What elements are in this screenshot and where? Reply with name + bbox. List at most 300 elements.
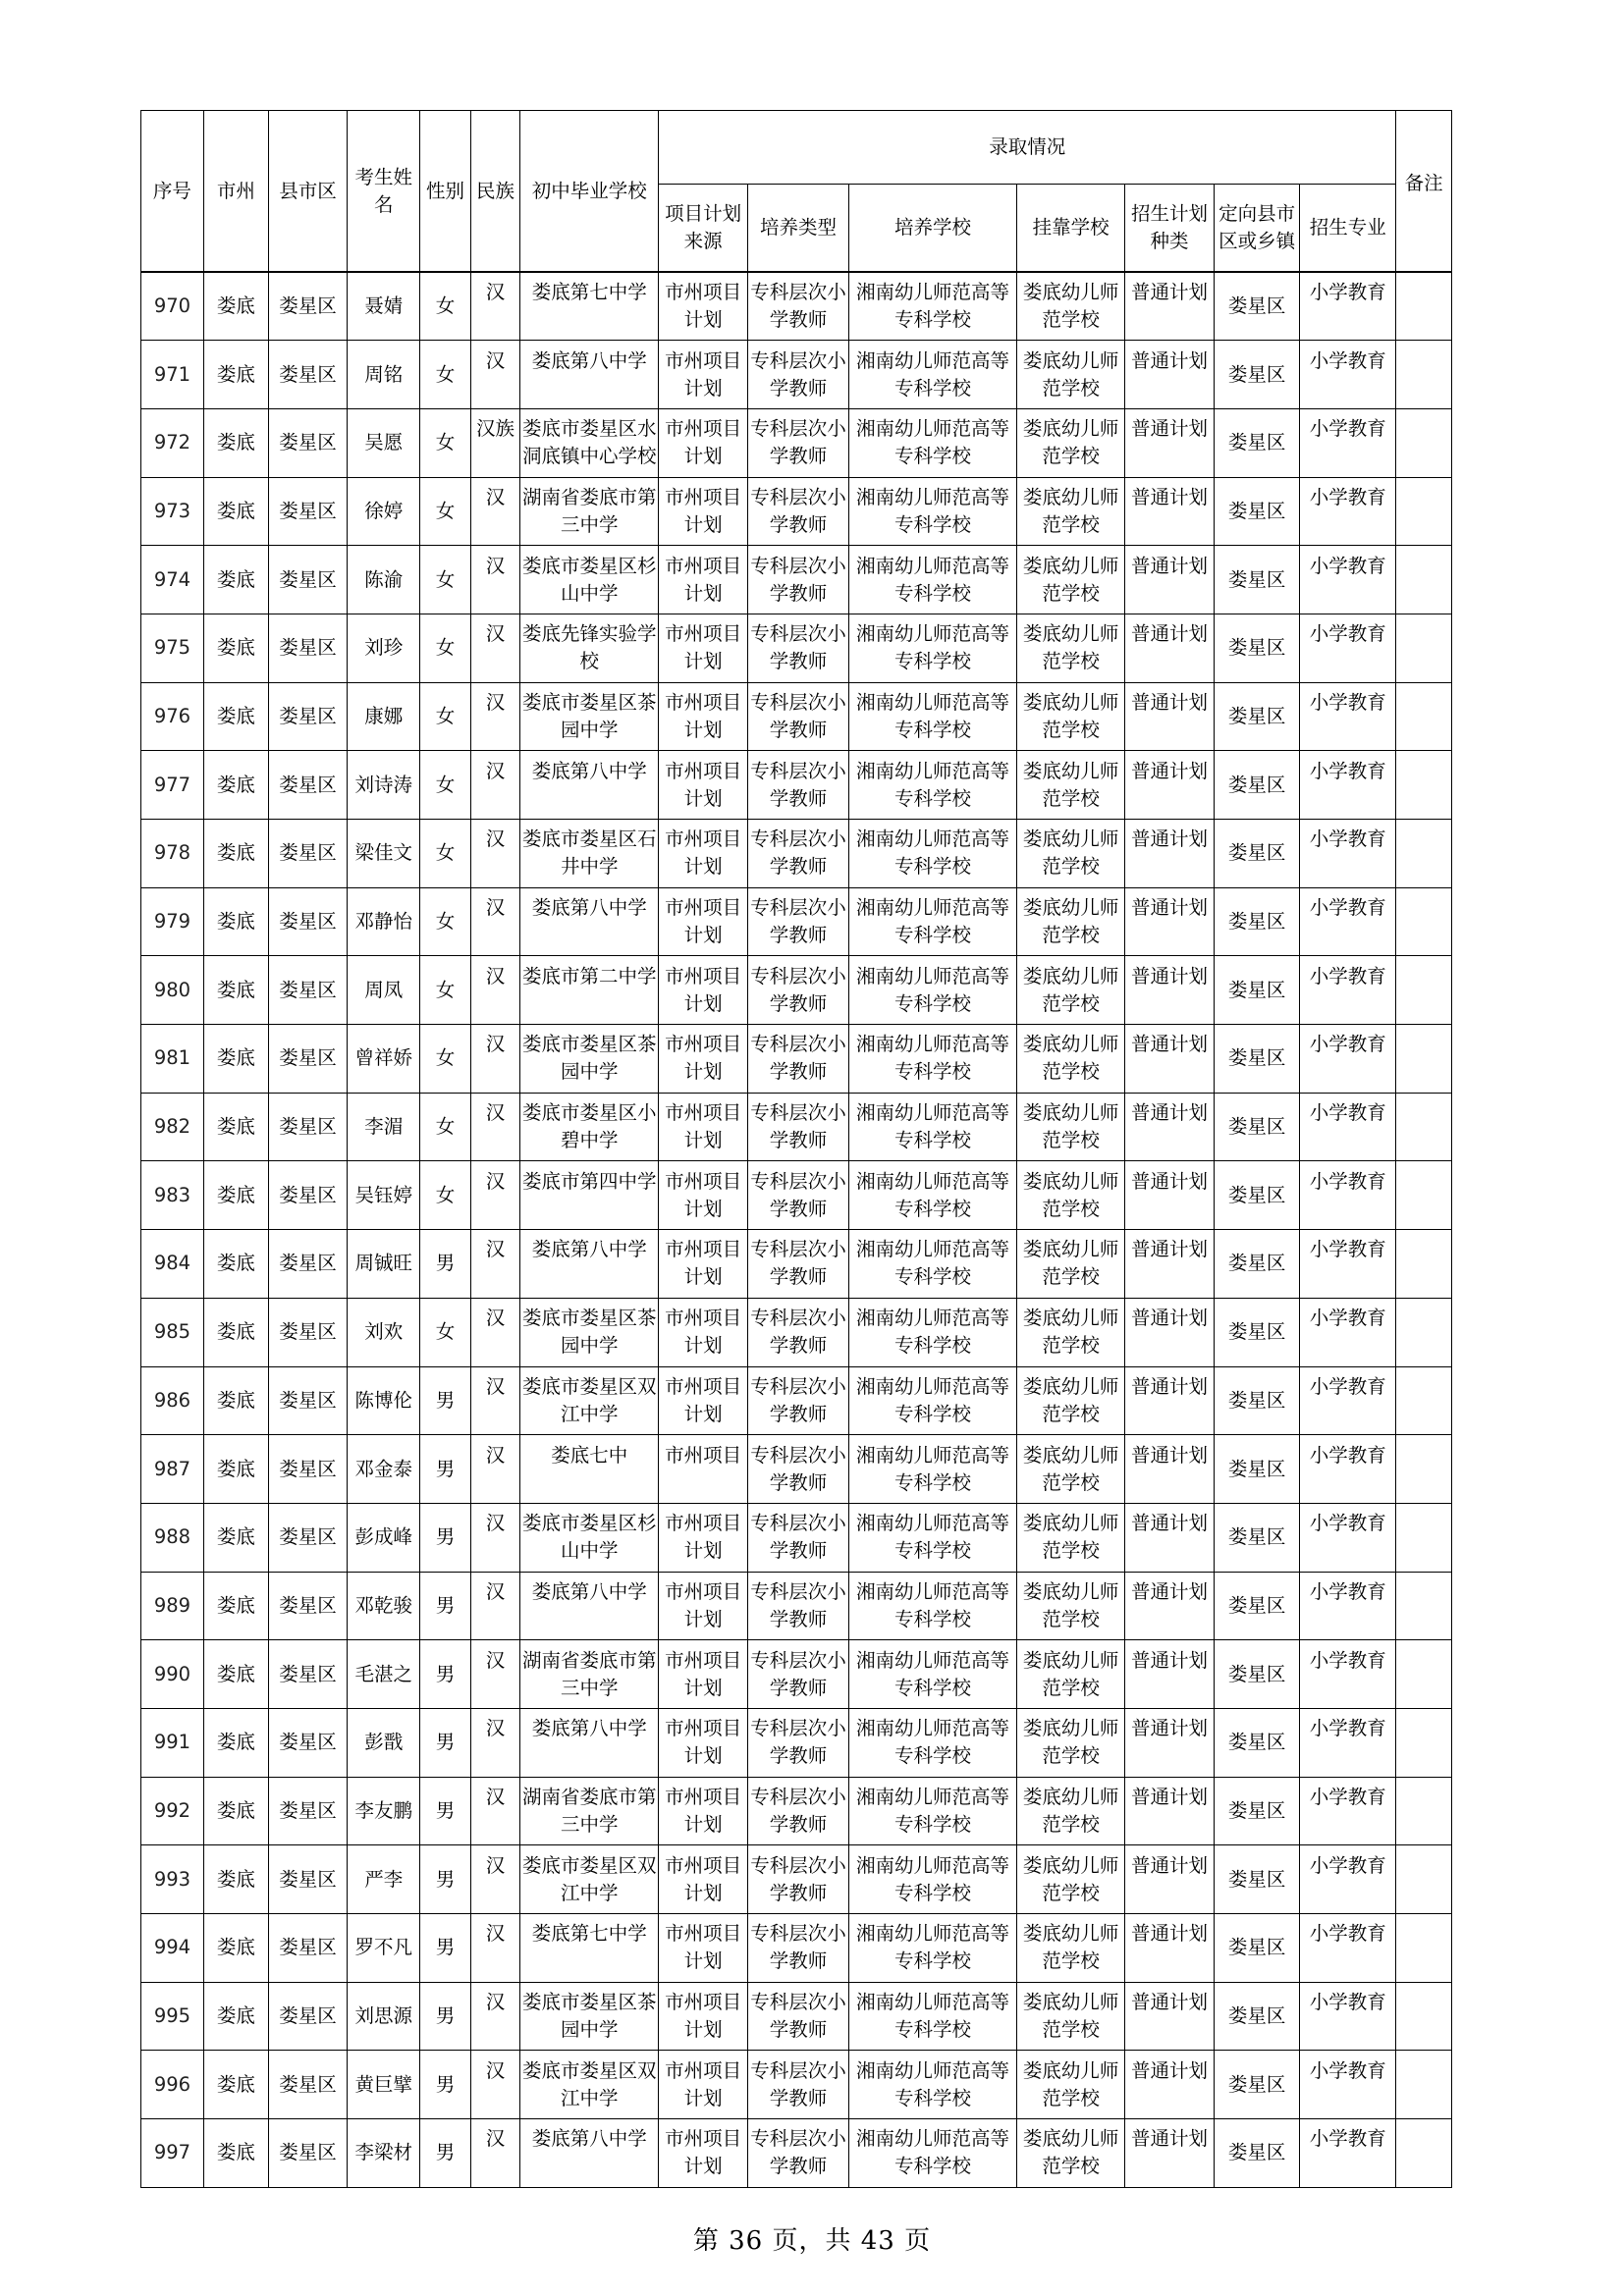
- cell-plan-source-text: 市州项目计划: [665, 1307, 742, 1358]
- cell-train-school-text: 湘南幼儿师范高等专科学校: [855, 2058, 1009, 2109]
- cell-plan-source: [659, 408, 748, 477]
- cell-host-school-text: 娄底幼儿师范学校: [1022, 1374, 1119, 1425]
- cell-ethnicity: [470, 1435, 519, 1504]
- cell-host-school: [1016, 1298, 1124, 1366]
- cell-train-type: [748, 1640, 849, 1709]
- cell-train-type-text: 专科层次小学教师: [750, 1991, 846, 2042]
- cell-train-type: [748, 1161, 849, 1230]
- cell-train-school-text: 湘南幼儿师范高等专科学校: [855, 1512, 1009, 1563]
- table-row: [141, 272, 1452, 341]
- cell-host-school: [1016, 614, 1124, 682]
- cell-junior-school-text: 娄底市第四中学: [522, 1169, 657, 1193]
- cell-plan-kind: [1125, 1435, 1215, 1504]
- cell-seq: 994: [141, 1914, 204, 1983]
- col-ethnicity: 民族: [470, 111, 519, 273]
- cell-ethnicity: [470, 956, 519, 1025]
- cell-remark: [1396, 751, 1452, 820]
- cell-name: 周凤: [348, 956, 420, 1025]
- cell-train-type-text: 专科层次小学教师: [750, 1717, 846, 1768]
- cell-city: 娄底: [203, 1914, 268, 1983]
- cell-train-school-text: 湘南幼儿师范高等专科学校: [855, 1307, 1009, 1358]
- cell-plan-kind-text: 普通计划: [1131, 485, 1209, 508]
- cell-train-type-text: 专科层次小学教师: [750, 964, 846, 1015]
- cell-ethnicity: [470, 751, 519, 820]
- cell-host-school: [1016, 477, 1124, 546]
- cell-major: [1300, 682, 1396, 751]
- cell-host-school: [1016, 1572, 1124, 1640]
- cell-target-area: 娄星区: [1214, 1025, 1300, 1094]
- cell-city: 娄底: [203, 341, 268, 409]
- cell-major: [1300, 956, 1396, 1025]
- cell-train-type: [748, 1845, 849, 1914]
- cell-name: 邓静怡: [348, 887, 420, 956]
- cell-county: 娄星区: [268, 272, 347, 341]
- cell-county: 娄星区: [268, 408, 347, 477]
- cell-train-type: [748, 1366, 849, 1435]
- cell-major: [1300, 2051, 1396, 2119]
- cell-gender: 女: [420, 614, 471, 682]
- col-plan-source: 项目计划来源: [659, 185, 748, 273]
- cell-remark: [1396, 1366, 1452, 1435]
- cell-name: 吴钰婷: [348, 1161, 420, 1230]
- cell-seq: 982: [141, 1093, 204, 1161]
- cell-city: 娄底: [203, 751, 268, 820]
- cell-target-area: 娄星区: [1214, 751, 1300, 820]
- cell-gender: 女: [420, 682, 471, 751]
- cell-train-type-text: 专科层次小学教师: [750, 1101, 846, 1152]
- cell-plan-kind-text: 普通计划: [1131, 554, 1209, 577]
- table-row: [141, 614, 1452, 682]
- cell-name: 彭戬: [348, 1708, 420, 1777]
- cell-ethnicity: [470, 1298, 519, 1366]
- cell-gender: 男: [420, 2051, 471, 2119]
- cell-seq: 990: [141, 1640, 204, 1709]
- cell-plan-kind: [1125, 1298, 1215, 1366]
- cell-ethnicity-text: 汉: [485, 2127, 506, 2151]
- cell-ethnicity: [470, 341, 519, 409]
- cell-target-area: 娄星区: [1214, 1640, 1300, 1709]
- table-row: [141, 477, 1452, 546]
- cell-junior-school: [520, 477, 659, 546]
- cell-remark: [1396, 1708, 1452, 1777]
- cell-seq: 983: [141, 1161, 204, 1230]
- cell-host-school: [1016, 546, 1124, 614]
- cell-plan-source: [659, 956, 748, 1025]
- cell-city: 娄底: [203, 1435, 268, 1504]
- cell-host-school: [1016, 1982, 1124, 2051]
- col-junior-school: 初中毕业学校: [520, 111, 659, 273]
- cell-train-school-text: 湘南幼儿师范高等专科学校: [855, 1374, 1009, 1425]
- cell-train-school-text: 湘南幼儿师范高等专科学校: [855, 1443, 1009, 1494]
- cell-plan-source: [659, 751, 748, 820]
- cell-ethnicity-text: 汉: [485, 1853, 506, 1877]
- cell-major: [1300, 341, 1396, 409]
- cell-host-school-text: 娄底幼儿师范学校: [1022, 2058, 1119, 2109]
- cell-train-type-text: 专科层次小学教师: [750, 896, 846, 947]
- table-row: [141, 1982, 1452, 2051]
- cell-remark: [1396, 477, 1452, 546]
- cell-remark: [1396, 1914, 1452, 1983]
- cell-train-school-text: 湘南幼儿师范高等专科学校: [855, 1238, 1009, 1289]
- cell-ethnicity-text: 汉: [485, 1033, 506, 1056]
- cell-major: [1300, 1435, 1396, 1504]
- cell-train-school: [849, 1572, 1017, 1640]
- cell-city: 娄底: [203, 1708, 268, 1777]
- cell-junior-school-text: 娄底第八中学: [531, 1717, 647, 1740]
- cell-train-type-text: 专科层次小学教师: [750, 1443, 846, 1494]
- cell-host-school: [1016, 408, 1124, 477]
- cell-plan-source-text: 市州项目计划: [665, 2058, 742, 2109]
- table-row: [141, 408, 1452, 477]
- cell-host-school: [1016, 272, 1124, 341]
- cell-train-school: [849, 1093, 1017, 1161]
- cell-plan-source-text: 市州项目: [665, 1443, 742, 1467]
- cell-major-text: 小学教育: [1309, 1101, 1386, 1125]
- cell-ethnicity: [470, 820, 519, 888]
- cell-plan-kind: [1125, 2119, 1215, 2188]
- cell-major: [1300, 1640, 1396, 1709]
- cell-major: [1300, 1230, 1396, 1299]
- table-row: [141, 1298, 1452, 1366]
- cell-junior-school: [520, 272, 659, 341]
- cell-name: 陈渝: [348, 546, 420, 614]
- table-row: [141, 1572, 1452, 1640]
- cell-junior-school: [520, 546, 659, 614]
- cell-train-type-text: 专科层次小学教师: [750, 2058, 846, 2109]
- cell-major: [1300, 2119, 1396, 2188]
- cell-plan-source: [659, 1025, 748, 1094]
- cell-train-type-text: 专科层次小学教师: [750, 348, 846, 400]
- cell-remark: [1396, 1093, 1452, 1161]
- cell-gender: 女: [420, 956, 471, 1025]
- cell-target-area: 娄星区: [1214, 1435, 1300, 1504]
- cell-host-school: [1016, 751, 1124, 820]
- col-group-admission: 录取情况: [659, 111, 1396, 185]
- cell-host-school-text: 娄底幼儿师范学校: [1022, 2127, 1119, 2178]
- cell-train-school: [849, 477, 1017, 546]
- cell-target-area: 娄星区: [1214, 1914, 1300, 1983]
- cell-county: 娄星区: [268, 887, 347, 956]
- cell-junior-school: [520, 1230, 659, 1299]
- cell-junior-school: [520, 1025, 659, 1094]
- cell-name: 李湄: [348, 1093, 420, 1161]
- cell-train-type: [748, 820, 849, 888]
- cell-plan-source-text: 市州项目计划: [665, 1991, 742, 2042]
- cell-train-school: [849, 2051, 1017, 2119]
- cell-train-school-text: 湘南幼儿师范高等专科学校: [855, 759, 1009, 810]
- cell-junior-school-text: 娄底第八中学: [531, 1579, 647, 1603]
- cell-major: [1300, 1982, 1396, 2051]
- cell-target-area: 娄星区: [1214, 1161, 1300, 1230]
- cell-plan-source: [659, 614, 748, 682]
- cell-junior-school-text: 娄底第八中学: [531, 896, 647, 920]
- cell-gender: 男: [420, 1640, 471, 1709]
- cell-ethnicity: [470, 2051, 519, 2119]
- cell-city: 娄底: [203, 1230, 268, 1299]
- cell-major-text: 小学教育: [1309, 828, 1386, 851]
- cell-seq: 977: [141, 751, 204, 820]
- cell-county: 娄星区: [268, 1093, 347, 1161]
- cell-ethnicity-text: 汉: [485, 896, 506, 920]
- cell-plan-source: [659, 1298, 748, 1366]
- cell-county: 娄星区: [268, 1025, 347, 1094]
- cell-city: 娄底: [203, 2119, 268, 2188]
- cell-major-text: 小学教育: [1309, 622, 1386, 646]
- cell-plan-kind: [1125, 751, 1215, 820]
- cell-plan-source: [659, 1230, 748, 1299]
- cell-ethnicity: [470, 1845, 519, 1914]
- cell-plan-kind: [1125, 1982, 1215, 2051]
- cell-major: [1300, 272, 1396, 341]
- cell-gender: 男: [420, 1503, 471, 1572]
- cell-name: 毛湛之: [348, 1640, 420, 1709]
- cell-major-text: 小学教育: [1309, 1579, 1386, 1603]
- cell-name: 严李: [348, 1845, 420, 1914]
- cell-host-school: [1016, 956, 1124, 1025]
- cell-junior-school: [520, 1914, 659, 1983]
- table-row: [141, 1777, 1452, 1845]
- cell-host-school-text: 娄底幼儿师范学校: [1022, 1922, 1119, 1973]
- cell-target-area: 娄星区: [1214, 820, 1300, 888]
- cell-plan-kind: [1125, 546, 1215, 614]
- cell-plan-source-text: 市州项目计划: [665, 348, 742, 400]
- cell-ethnicity-text: 汉: [485, 1374, 506, 1398]
- table-row: [141, 546, 1452, 614]
- cell-train-school: [849, 1435, 1017, 1504]
- cell-major-text: 小学教育: [1309, 1853, 1386, 1877]
- cell-remark: [1396, 1572, 1452, 1640]
- cell-plan-source-text: 市州项目计划: [665, 1374, 742, 1425]
- col-city: 市州: [203, 111, 268, 273]
- cell-target-area: 娄星区: [1214, 1572, 1300, 1640]
- cell-ethnicity-text: 汉: [485, 1169, 506, 1193]
- cell-plan-kind: [1125, 2051, 1215, 2119]
- cell-plan-kind-text: 普通计划: [1131, 1512, 1209, 1535]
- cell-major-text: 小学教育: [1309, 1238, 1386, 1261]
- cell-train-type: [748, 1982, 849, 2051]
- cell-city: 娄底: [203, 887, 268, 956]
- cell-city: 娄底: [203, 272, 268, 341]
- cell-gender: 男: [420, 1435, 471, 1504]
- cell-major: [1300, 1025, 1396, 1094]
- cell-plan-source: [659, 1982, 748, 2051]
- cell-train-school: [849, 614, 1017, 682]
- cell-major: [1300, 1914, 1396, 1983]
- cell-plan-kind: [1125, 408, 1215, 477]
- cell-county: 娄星区: [268, 1230, 347, 1299]
- cell-plan-source: [659, 272, 748, 341]
- cell-name: 李梁材: [348, 2119, 420, 2188]
- cell-plan-source-text: 市州项目计划: [665, 1717, 742, 1768]
- cell-gender: 女: [420, 1298, 471, 1366]
- cell-plan-source-text: 市州项目计划: [665, 1579, 742, 1630]
- cell-county: 娄星区: [268, 956, 347, 1025]
- cell-junior-school-text: 娄底市娄星区双江中学: [522, 1853, 657, 1904]
- cell-target-area: 娄星区: [1214, 477, 1300, 546]
- cell-plan-kind-text: 普通计划: [1131, 1922, 1209, 1946]
- cell-city: 娄底: [203, 1366, 268, 1435]
- cell-city: 娄底: [203, 956, 268, 1025]
- cell-train-school-text: 湘南幼儿师范高等专科学校: [855, 1853, 1009, 1904]
- cell-gender: 女: [420, 1025, 471, 1094]
- cell-junior-school: [520, 887, 659, 956]
- cell-train-type-text: 专科层次小学教师: [750, 1238, 846, 1289]
- cell-major-text: 小学教育: [1309, 964, 1386, 988]
- cell-seq: 993: [141, 1845, 204, 1914]
- cell-ethnicity: [470, 1982, 519, 2051]
- cell-plan-kind-text: 普通计划: [1131, 828, 1209, 851]
- cell-major-text: 小学教育: [1309, 1512, 1386, 1535]
- cell-remark: [1396, 1298, 1452, 1366]
- cell-seq: 986: [141, 1366, 204, 1435]
- cell-ethnicity-text: 汉族: [476, 417, 515, 441]
- cell-ethnicity-text: 汉: [485, 1512, 506, 1535]
- cell-target-area: 娄星区: [1214, 2051, 1300, 2119]
- cell-plan-kind-text: 普通计划: [1131, 348, 1209, 372]
- cell-train-school: [849, 956, 1017, 1025]
- cell-major: [1300, 546, 1396, 614]
- cell-host-school-text: 娄底幼儿师范学校: [1022, 1648, 1119, 1699]
- cell-train-type-text: 专科层次小学教师: [750, 1374, 846, 1425]
- cell-plan-kind: [1125, 1777, 1215, 1845]
- cell-major-text: 小学教育: [1309, 896, 1386, 920]
- cell-target-area: 娄星区: [1214, 341, 1300, 409]
- cell-name: 吴愿: [348, 408, 420, 477]
- cell-host-school-text: 娄底幼儿师范学校: [1022, 1238, 1119, 1289]
- cell-seq: 976: [141, 682, 204, 751]
- cell-city: 娄底: [203, 1640, 268, 1709]
- cell-host-school-text: 娄底幼儿师范学校: [1022, 622, 1119, 673]
- cell-junior-school: [520, 2119, 659, 2188]
- cell-train-type: [748, 546, 849, 614]
- cell-gender: 男: [420, 1366, 471, 1435]
- cell-plan-kind: [1125, 614, 1215, 682]
- cell-major: [1300, 887, 1396, 956]
- cell-remark: [1396, 2051, 1452, 2119]
- cell-gender: 男: [420, 1982, 471, 2051]
- cell-train-school-text: 湘南幼儿师范高等专科学校: [855, 554, 1009, 605]
- cell-major-text: 小学教育: [1309, 1374, 1386, 1398]
- cell-plan-source-text: 市州项目计划: [665, 690, 742, 741]
- cell-plan-source: [659, 1503, 748, 1572]
- cell-junior-school-text: 娄底第八中学: [531, 759, 647, 782]
- cell-train-school: [849, 1777, 1017, 1845]
- cell-plan-kind: [1125, 1230, 1215, 1299]
- cell-city: 娄底: [203, 820, 268, 888]
- cell-plan-source: [659, 1093, 748, 1161]
- cell-city: 娄底: [203, 1777, 268, 1845]
- cell-county: 娄星区: [268, 751, 347, 820]
- cell-host-school-text: 娄底幼儿师范学校: [1022, 1991, 1119, 2042]
- cell-seq: 984: [141, 1230, 204, 1299]
- cell-host-school: [1016, 1025, 1124, 1094]
- cell-remark: [1396, 887, 1452, 956]
- cell-train-school-text: 湘南幼儿师范高等专科学校: [855, 1169, 1009, 1220]
- cell-major: [1300, 1298, 1396, 1366]
- cell-host-school-text: 娄底幼儿师范学校: [1022, 1512, 1119, 1563]
- cell-county: 娄星区: [268, 1572, 347, 1640]
- cell-junior-school-text: 娄底第七中学: [531, 281, 647, 304]
- cell-plan-kind: [1125, 341, 1215, 409]
- cell-plan-source: [659, 1435, 748, 1504]
- cell-host-school: [1016, 1777, 1124, 1845]
- table-row: [141, 751, 1452, 820]
- cell-host-school-text: 娄底幼儿师范学校: [1022, 1579, 1119, 1630]
- cell-junior-school-text: 湖南省娄底市第三中学: [522, 1785, 657, 1836]
- cell-seq: 971: [141, 341, 204, 409]
- cell-target-area: 娄星区: [1214, 1777, 1300, 1845]
- cell-junior-school: [520, 751, 659, 820]
- cell-train-type: [748, 1025, 849, 1094]
- cell-train-type-text: 专科层次小学教师: [750, 828, 846, 879]
- cell-train-school: [849, 1845, 1017, 1914]
- cell-seq: 991: [141, 1708, 204, 1777]
- cell-ethnicity-text: 汉: [485, 1238, 506, 1261]
- cell-remark: [1396, 1777, 1452, 1845]
- cell-train-school: [849, 1298, 1017, 1366]
- cell-county: 娄星区: [268, 546, 347, 614]
- cell-host-school-text: 娄底幼儿师范学校: [1022, 281, 1119, 332]
- cell-major-text: 小学教育: [1309, 1169, 1386, 1193]
- cell-city: 娄底: [203, 1161, 268, 1230]
- cell-county: 娄星区: [268, 1366, 347, 1435]
- cell-junior-school: [520, 1366, 659, 1435]
- cell-remark: [1396, 1845, 1452, 1914]
- cell-major: [1300, 1572, 1396, 1640]
- cell-major-text: 小学教育: [1309, 2127, 1386, 2151]
- cell-train-school-text: 湘南幼儿师范高等专科学校: [855, 281, 1009, 332]
- cell-junior-school: [520, 1093, 659, 1161]
- cell-train-type: [748, 887, 849, 956]
- cell-plan-source: [659, 682, 748, 751]
- cell-city: 娄底: [203, 614, 268, 682]
- cell-plan-source-text: 市州项目计划: [665, 1169, 742, 1220]
- cell-host-school: [1016, 1503, 1124, 1572]
- cell-ethnicity: [470, 1366, 519, 1435]
- cell-remark: [1396, 272, 1452, 341]
- cell-seq: 972: [141, 408, 204, 477]
- cell-remark: [1396, 1982, 1452, 2051]
- cell-major: [1300, 1777, 1396, 1845]
- cell-name: 罗不凡: [348, 1914, 420, 1983]
- cell-junior-school-text: 娄底市娄星区石井中学: [522, 828, 657, 879]
- cell-name: 曾祥娇: [348, 1025, 420, 1094]
- cell-host-school: [1016, 1161, 1124, 1230]
- cell-train-school: [849, 2119, 1017, 2188]
- cell-plan-kind: [1125, 1025, 1215, 1094]
- cell-name: 周铭: [348, 341, 420, 409]
- cell-city: 娄底: [203, 1093, 268, 1161]
- cell-train-school-text: 湘南幼儿师范高等专科学校: [855, 828, 1009, 879]
- cell-train-type-text: 专科层次小学教师: [750, 1922, 846, 1973]
- cell-plan-source-text: 市州项目计划: [665, 1922, 742, 1973]
- cell-target-area: 娄星区: [1214, 1366, 1300, 1435]
- cell-ethnicity: [470, 1093, 519, 1161]
- cell-remark: [1396, 956, 1452, 1025]
- cell-gender: 男: [420, 2119, 471, 2188]
- cell-target-area: 娄星区: [1214, 2119, 1300, 2188]
- cell-plan-source-text: 市州项目计划: [665, 759, 742, 810]
- cell-ethnicity-text: 汉: [485, 1991, 506, 2014]
- cell-train-type: [748, 1503, 849, 1572]
- cell-train-type: [748, 408, 849, 477]
- cell-train-school: [849, 1708, 1017, 1777]
- cell-train-school: [849, 1230, 1017, 1299]
- cell-county: 娄星区: [268, 1161, 347, 1230]
- cell-remark: [1396, 820, 1452, 888]
- cell-name: 聂婧: [348, 272, 420, 341]
- cell-gender: 女: [420, 1093, 471, 1161]
